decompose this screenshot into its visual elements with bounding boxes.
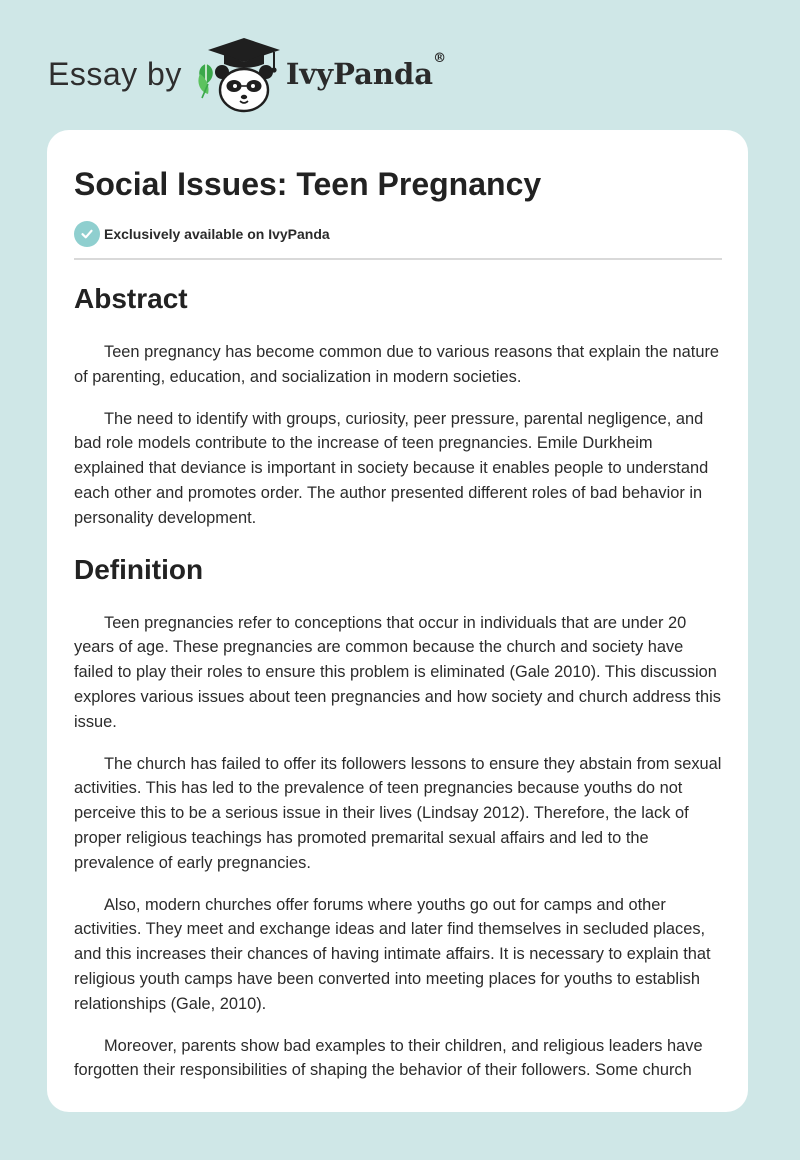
brand-header (48, 34, 446, 114)
exclusive-badge (74, 220, 722, 248)
paragraph: Moreover, parents show bad examples to their children, and religious leaders have forgotten their responsibilities of shaping the behavior of their followers. Some church (74, 1036, 703, 1080)
title-divider (74, 258, 722, 260)
essay-card (47, 130, 748, 1112)
section-definition (74, 611, 722, 1084)
brand-name[interactable]: IvyPanda® (285, 50, 447, 91)
paragraph: The church has failed to offer its followers lessons to ensure they abstain from sexual activities. This has led to the prevalence of teen pregnancies because youths do not perceive this to be a serious issue in their lives (Lindsay 2012). Therefore, the lack of proper religious teachings has promoted premarital sexual affairs and led to the prevalence of early pregnancies. (74, 754, 722, 872)
paragraph: Also, modern churches offer forums where youths go out for camps and other activities. They meet and exchange ideas and later find themselves in secluded places, and this increases their chances of having intimate affairs. It is necessary to explain that religious youth camps have been converted into meeting places for youths to establish relationships (Gale, 2010). (74, 895, 711, 1013)
registered-mark: ® (433, 50, 447, 66)
paragraph: Teen pregnancies refer to conceptions that occur in individuals that are under 20 years of age. These pregnancies are common because the church and society have failed to play their roles to ensure this problem is eliminated (Gale 2010). This discussion explores various issues about teen pregnancies and how society and church address this issue. (74, 613, 721, 731)
section-abstract (74, 340, 722, 531)
page-title: Social Issues: Teen Pregnancy (74, 166, 542, 202)
paragraph: The need to identify with groups, curiosity, peer pressure, parental negligence, and bad role models contribute to the increase of teen pregnancies. Emile Durkheim explained that deviance is important in society because it enables people to understand each other and promotes order. The author presented different roles of bad behavior in personality development. (74, 409, 709, 527)
paragraph: Teen pregnancy has become common due to various reasons that explain the nature of parenting, education, and socialization in modern societies. (74, 343, 720, 386)
section-heading-abstract: Abstract (74, 283, 188, 314)
brand-prefix: Essay by (48, 56, 182, 92)
exclusive-badge-label: Exclusively available on IvyPanda (104, 226, 330, 242)
panda-graduation-cap-icon (192, 34, 284, 114)
section-heading-definition: Definition (74, 553, 204, 585)
check-circle-icon (74, 221, 100, 247)
leaf-icon (198, 64, 212, 98)
